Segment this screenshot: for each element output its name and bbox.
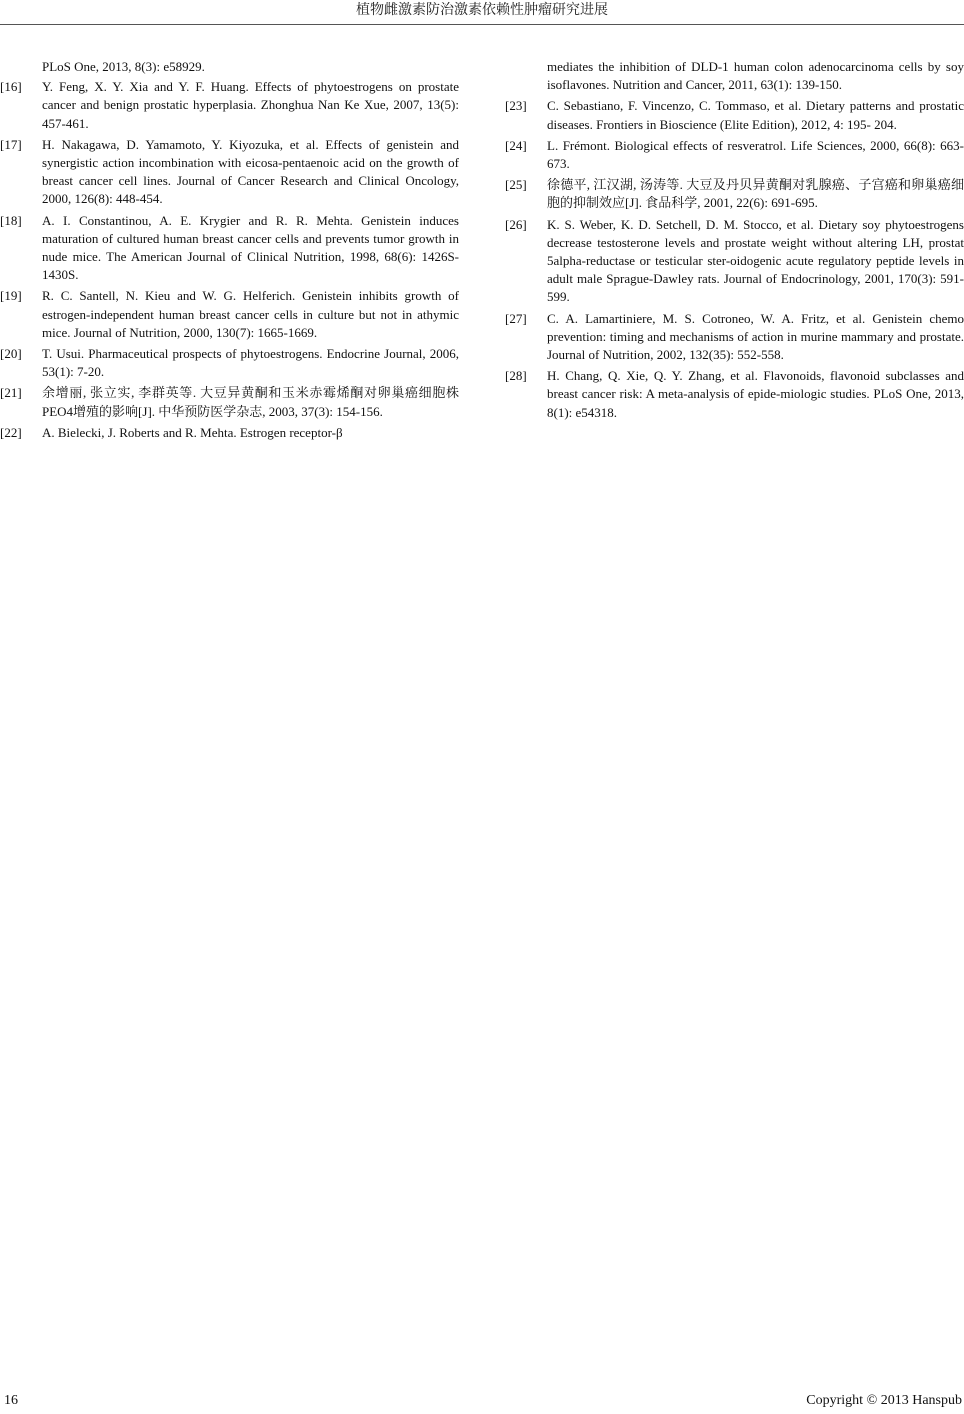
reference-text: R. C. Santell, N. Kieu and W. G. Helferich. Genistein inhibits growth of estrogen-independent human breast cancer cells in culture but not in athymic mice. Journal of Nutrition, 2000, 130(7): 1665-1669. — [42, 288, 459, 340]
reference-item — [505, 137, 964, 173]
reference-number: [21] — [0, 385, 22, 401]
reference-text: Y. Feng, X. Y. Xia and Y. F. Huang. Effects of phytoestrogens on prostate cancer and benign prostatic hyperplasia. Zhonghua Nan Ke Xue, 2007, 13(5): 457-461. — [42, 79, 459, 131]
reference-item — [505, 367, 964, 422]
reference-item — [0, 136, 459, 209]
reference-number: [17] — [0, 136, 22, 152]
header-rule — [0, 24, 964, 25]
reference-text: H. Nakagawa, D. Yamamoto, Y. Kiyozuka, et al. Effects of genistein and synergistic action incombination with eicosa-pentaenoic acid on the growth of breast cancer cell lines. Journal of Cancer Research and Clinical Oncology, 2000, 126(8): 448-454. — [42, 136, 459, 207]
reference-item — [505, 176, 964, 212]
reference-item — [0, 287, 459, 342]
reference-text: 余增丽, 张立实, 李群英等. 大豆异黄酮和玉米赤霉烯酮对卵巢癌细胞株PEO4增殖的影响[J]. 中华预防医学杂志, 2003, 37(3): 154-156. — [42, 385, 459, 419]
reference-text: C. Sebastiano, F. Vincenzo, C. Tommaso, et al. Dietary patterns and prostatic diseases. Frontiers in Bioscience (Elite Edition), 2012, 4: 195- 204. — [547, 98, 964, 132]
reference-number: [20] — [0, 346, 22, 362]
reference-text: L. Frémont. Biological effects of resveratrol. Life Sciences, 2000, 66(8): 663- 673. — [547, 137, 964, 172]
reference-item — [505, 97, 964, 133]
reference-item — [0, 345, 459, 381]
reference-item — [505, 310, 964, 365]
reference-number: [22] — [0, 424, 22, 440]
page-number: 16 — [4, 1393, 18, 1408]
reference-item — [0, 212, 459, 285]
reference-text: T. Usui. Pharmaceutical prospects of phytoestrogens. Endocrine Journal, 2006, 53(1): 7-20. — [42, 346, 459, 380]
reference-number: [18] — [0, 212, 22, 228]
reference-number: [23] — [505, 98, 527, 114]
reference-text: PLoS One, 2013, 8(3): e58929. — [42, 59, 205, 74]
reference-text: H. Chang, Q. Xie, Q. Y. Zhang, et al. Flavonoids, flavonoid subclasses and breast cancer risk: A meta-analysis of epide-miologic studies. PLoS One, 2013, 8(1): e54318. — [547, 368, 964, 420]
reference-number: [25] — [505, 177, 527, 193]
reference-text: A. I. Constantinou, A. E. Krygier and R. R. Mehta. Genistein induces maturation of cultured human breast cancer cells and prevents tumor growth in nude mice. The American Journal of Clinical Nutrition, 1998, 68(6): 1426S-1430S. — [42, 212, 459, 283]
reference-number: [27] — [505, 310, 527, 326]
reference-text: K. S. Weber, K. D. Setchell, D. M. Stocco, et al. Dietary soy phytoestrogens decrease testosterone levels and prostate weight without altering LH, prostat 5alpha-reductase or testicular ster-oidogenic acute regulatory peptide levels in adult male Sprague-Dawley rats. Journal of Endocrinology, 2001, 170(3): 591-599. — [547, 216, 964, 305]
reference-item — [0, 424, 459, 442]
reference-column-right — [505, 58, 964, 425]
reference-text: mediates the inhibition of DLD-1 human colon adenocarcinoma cells by soy isoflavones. Nutrition and Cancer, 2011, 63(1): 139-150. — [547, 59, 964, 93]
reference-item — [0, 78, 459, 133]
reference-number: [28] — [505, 368, 527, 384]
reference-text: 徐德平, 江汉湖, 汤涛等. 大豆及丹贝异黄酮对乳腺癌、子宫癌和卵巢癌细胞的抑制效应[J]. 食品科学, 2001, 22(6): 691-695. — [547, 177, 964, 211]
reference-item — [505, 58, 964, 94]
reference-number: [19] — [0, 288, 22, 304]
reference-number: [26] — [505, 216, 527, 232]
copyright-notice: Copyright © 2013 Hanspub — [806, 1393, 962, 1408]
reference-number: [16] — [0, 79, 22, 95]
reference-item — [0, 58, 459, 76]
reference-number: [24] — [505, 137, 527, 153]
reference-text: C. A. Lamartiniere, M. S. Cotroneo, W. A. Fritz, et al. Genistein chemo prevention: timing and mechanisms of action in murine mammary and prostate. Journal of Nutrition, 2002, 132(35): 552-558. — [547, 310, 964, 363]
running-header: 植物雌激素防治激素依赖性肿瘤研究进展 — [356, 3, 608, 18]
reference-text: A. Bielecki, J. Roberts and R. Mehta. Estrogen receptor-β — [42, 424, 343, 440]
reference-column-left — [0, 58, 459, 445]
reference-item — [0, 384, 459, 420]
reference-item — [505, 216, 964, 307]
